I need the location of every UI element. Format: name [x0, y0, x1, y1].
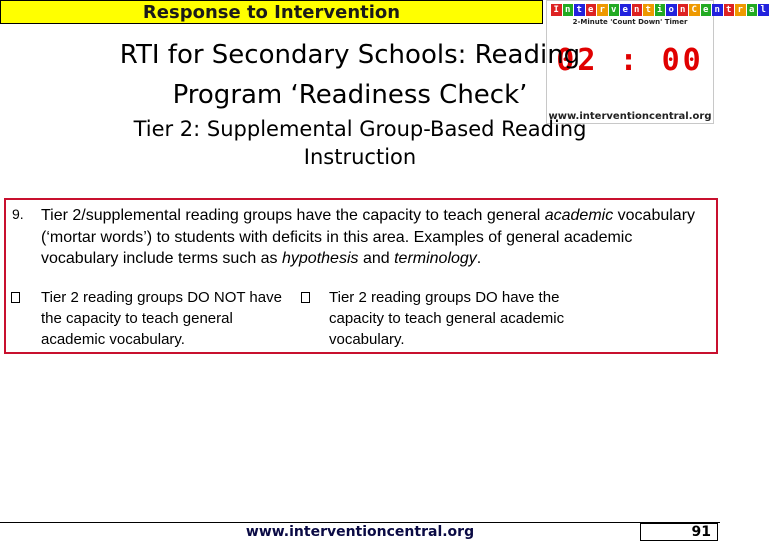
logo-letter: t — [724, 4, 735, 16]
logo-letter: n — [563, 4, 574, 16]
logo-letter: e — [701, 4, 712, 16]
intervention-central-logo — [551, 4, 769, 16]
item-number: 9. — [12, 206, 24, 222]
option-a-checkbox[interactable] — [11, 292, 20, 303]
logo-letter: r — [597, 4, 608, 16]
statement-part: Tier 2/supplemental reading groups have the capacity to teach general — [41, 207, 545, 224]
option-b-checkbox[interactable] — [301, 292, 310, 303]
option-a-label: Tier 2 reading groups DO NOT have the capacity to teach general academic vocabulary. — [41, 289, 282, 348]
statement-part: and — [358, 250, 395, 267]
logo-letter: r — [735, 4, 746, 16]
logo-letter: I — [551, 4, 562, 16]
slide-title-line-2: Program ‘Readiness Check’ — [172, 80, 528, 110]
slide-footer — [0, 522, 720, 541]
logo-letter: e — [586, 4, 597, 16]
footer-url[interactable]: www.interventioncentral.org — [245, 524, 475, 540]
banner-title: Response to Intervention — [142, 2, 401, 23]
logo-letter: a — [747, 4, 758, 16]
logo-letter: v — [609, 4, 620, 16]
logo-letter: C — [689, 4, 700, 16]
logo-letter: n — [712, 4, 723, 16]
timer-subtitle: 2-Minute 'Count Down' Timer — [572, 18, 688, 26]
option-b-label: Tier 2 reading groups DO have the capacity to teach general academic vocabulary. — [329, 289, 565, 348]
statement-part: . — [476, 250, 482, 267]
logo-letter: l — [758, 4, 769, 16]
logo-letter: i — [655, 4, 666, 16]
logo-letter: o — [666, 4, 677, 16]
item-statement — [41, 205, 706, 270]
slide-title-line-1: RTI for Secondary Schools: Reading — [119, 40, 581, 70]
readiness-check-item — [4, 198, 718, 354]
logo-letter: t — [643, 4, 654, 16]
logo-letter: n — [678, 4, 689, 16]
slide-subtitle-line-1: Tier 2: Supplemental Group-Based Reading — [133, 117, 587, 141]
statement-part: vocabulary (‘mortar words’) to students with deficits in this area. Examples of general academic vocabulary include terms such as — [41, 207, 696, 267]
statement-emphasis: academic — [544, 207, 614, 224]
statement-emphasis: terminology — [394, 250, 477, 267]
timer-url: www.interventioncentral.org — [548, 111, 712, 122]
page-number: 91 — [640, 523, 718, 541]
statement-emphasis: hypothesis — [282, 250, 359, 267]
top-banner — [0, 0, 543, 24]
logo-letter: n — [632, 4, 643, 16]
logo-letter: e — [620, 4, 631, 16]
timer-clock: 02 : 00 — [556, 43, 704, 78]
logo-letter: t — [574, 4, 585, 16]
slide-subtitle-line-2: Instruction — [303, 145, 417, 169]
